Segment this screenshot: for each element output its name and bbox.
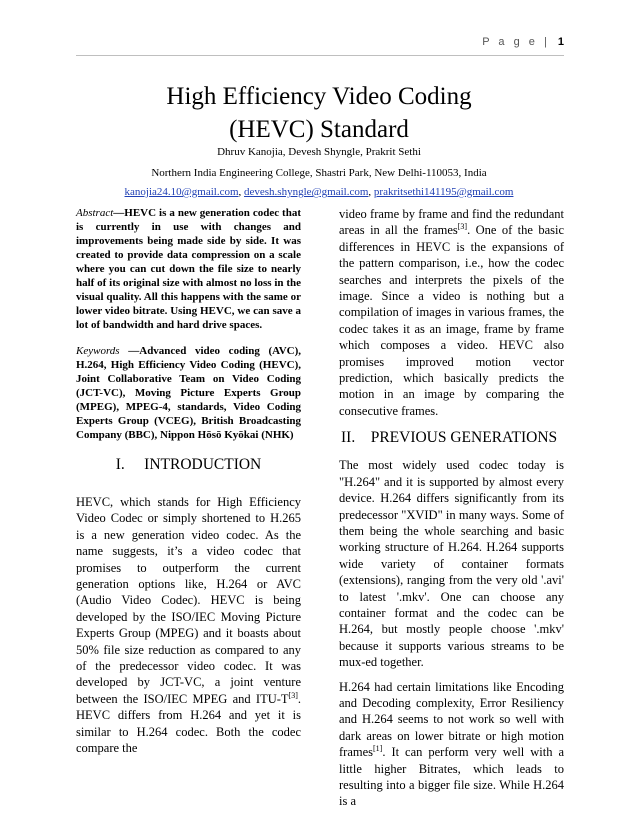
email-link-3[interactable]: prakritsethi141195@gmail.com [373, 186, 514, 198]
paper-title [0, 80, 638, 146]
citation: [1] [373, 744, 383, 754]
previous-gen-paragraph-2: H.264 had certain limitations like Encoding and Decoding complexity, Error Resiliency and H.264 seems to not work so well with dark areas on lower bitrate or high motion frames[1]. It can perform very well with a little higher Bitrates, which leads to resulting into a bigger file size. While H.264 is a [339, 679, 564, 809]
section-heading-introduction [76, 456, 301, 474]
title-line-1: High Efficiency Video Coding [166, 83, 472, 110]
keywords [76, 344, 301, 442]
authors: Dhruv Kanojia, Devesh Shyngle, Prakrit Sethi [217, 146, 421, 158]
abstract-label: Abstract [76, 207, 114, 219]
keywords-text: —Advanced video coding (AVC), H.264, High Efficiency Video Coding (HEVC), Joint Collaborative Team on Video Coding (JCT-VC), Moving Picture Experts Group (MPEG), MPEG-4, standards, Video Coding Experts Group (VCEG), British Broadcasting Company (BBC), Nippon Hōsō Kyōkai (NHK) [76, 345, 301, 441]
page-number: 1 [557, 36, 564, 48]
email-link-1[interactable]: kanojia24.10@gmail.com [124, 186, 239, 198]
title-line-2: (HEVC) Standard [229, 116, 409, 143]
section-heading-previous-generations [341, 429, 564, 447]
header-divider [76, 55, 564, 56]
right-column [339, 206, 564, 810]
left-column [76, 206, 301, 757]
section-title: PREVIOUS GENERATIONS [370, 429, 558, 447]
abstract-text: —HEVC is a new generation codec that is currently in use with changes and improvements being made side by side. It was created to provide data compression on a scale where you can cut down the file size to nearly half of its original size with almost no loss in the visual quality. All this happens with the same or lower video bitrate. Using HEVC, we can save a lot of bandwidth and hard drive spaces. [76, 207, 301, 331]
section-number: II. [341, 429, 356, 447]
citation: [3] [457, 222, 468, 232]
abstract [76, 206, 301, 332]
affiliation: Northern India Engineering College, Shastri Park, New Delhi-110053, India [151, 167, 487, 179]
previous-gen-paragraph-1: The most widely used codec today is "H.264" and it is supported by almost every device. H.264 differs significantly from its predecessor "XVID" in many ways. Some of them being the whole searching and basic working structure of H.264. H.264 supports wide variety of container formats (extensions), ranging from the very old '.avi' to latest '.mkv'. One can choose any container format and the codec can be H.264, but mostly people choose '.mkv' because it supports various streams to be mux-ed together. [339, 458, 564, 670]
page-label: P a g e [482, 36, 538, 48]
citation: [3] [288, 690, 298, 700]
page-header: P a g e | 1 [482, 36, 564, 48]
intro-continued-paragraph: video frame by frame and find the redundant areas in all the frames[3]. One of the basic differences in HEVC is the expansions of the pattern comparison, i.e., how the codec searches and interprets the pixels of the image. Since a video is nothing but a compilation of images in various frames, the codec takes it as an image, frame by frame which composes a video. HEVC also promises improved motion vector prediction, which basically predicts the motion in an image by comparing the consecutive frames. [339, 207, 564, 418]
section-title: INTRODUCTION [144, 456, 262, 473]
section-number: I. [115, 456, 125, 473]
author-emails: kanojia24.10@gmail.com, devesh.shyngle@gmail.com, prakritsethi141195@gmail.com [124, 186, 514, 198]
intro-paragraph: HEVC, which stands for High Efficiency Video Codec or simply shortened to H.265 is a new generation video codec. As the name suggests, it’s a video codec that promises to outperform the current generation options like, H.264 or AVC (Audio Video Codec). HEVC is being developed by the ISO/IEC Moving Picture Experts Group (MPEG) and it boasts about 50% file size reduction as compared to any of the predecessor video codec. It was developed by JCT-VC, a joint venture between the ISO/IEC MPEG and ITU-T[3]. HEVC differs from H.264 and yet it is similar to H.264 codec. Both the codec compare the [76, 495, 301, 756]
email-link-2[interactable]: devesh.shyngle@gmail.com [244, 186, 369, 198]
keywords-label: Keywords [76, 345, 120, 357]
